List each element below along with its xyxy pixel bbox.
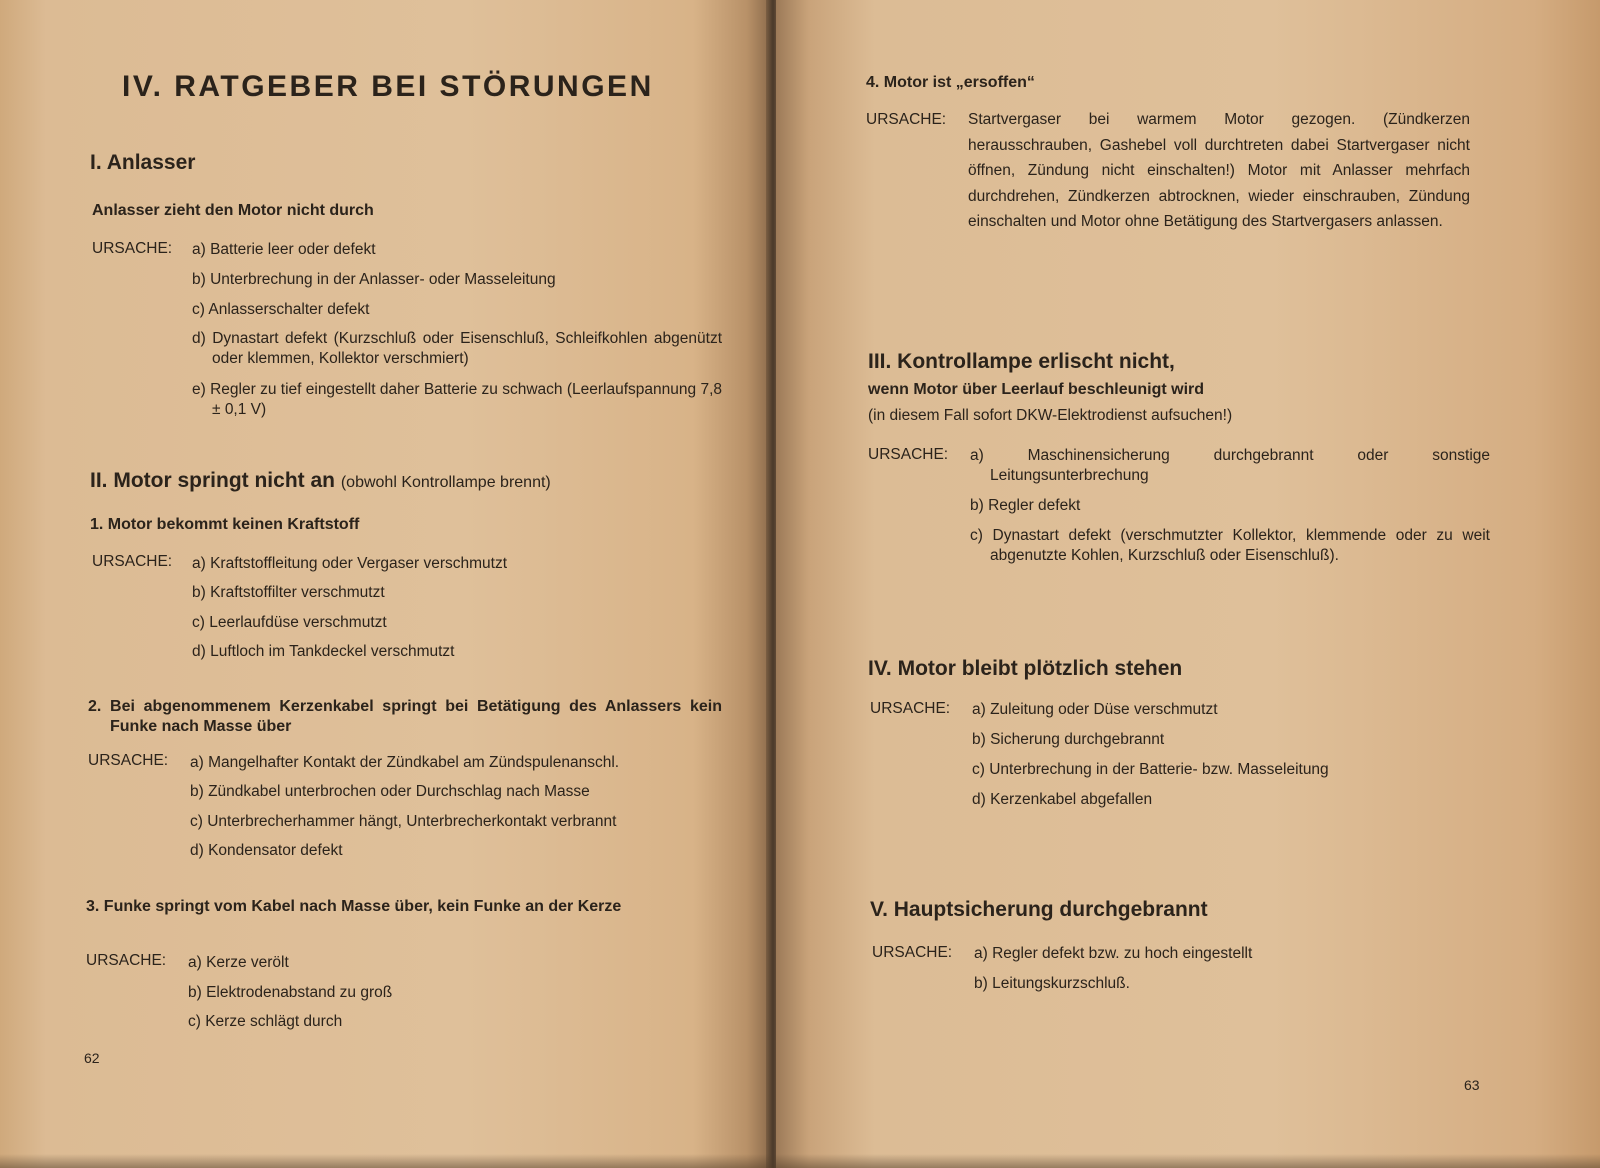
- cause-item: c) Leerlaufdüse verschmutzt: [192, 614, 387, 631]
- cause-label: URSACHE:: [86, 952, 167, 969]
- cause-item: b) Regler defekt: [970, 497, 1081, 514]
- cause-item: a) Kraftstoffleitung oder Vergaser verschmutzt: [192, 555, 508, 572]
- cause-item: a) Mangelhafter Kontakt der Zündkabel am Zündspulenanschl.: [190, 754, 620, 771]
- cause-item: b) Elektrodenabstand zu groß: [188, 984, 393, 1001]
- cause-item: c) Dynastart defekt (verschmutzter Kollektor, klemmende oder zu weit abgenutzte Kohlen, Kurzschluß oder Eisenschluß).: [970, 527, 1490, 564]
- cause-item: a) Maschinensicherung durchgebrannt oder sonstige Leitungsunterbrechung: [970, 447, 1490, 484]
- cause-label: URSACHE:: [870, 700, 951, 717]
- book-bottom-edge: [0, 1154, 1600, 1168]
- subsection-heading: wenn Motor über Leerlauf beschleunigt wird: [868, 381, 1205, 398]
- cause-item: b) Leitungskurzschluß.: [974, 975, 1130, 992]
- subsection-heading: Anlasser zieht den Motor nicht durch: [92, 202, 374, 219]
- cause-item: b) Kraftstoffilter verschmutzt: [192, 584, 385, 601]
- section-heading-kontrollampe: III. Kontrollampe erlischt nicht,: [868, 350, 1175, 373]
- right-page: [776, 0, 1600, 1168]
- cause-label: URSACHE:: [866, 111, 947, 128]
- cause-item: d) Dynastart defekt (Kurzschluß oder Eisenschluß, Schleifkohlen abgenützt oder klemmen, Kollektor verschmiert): [192, 330, 722, 367]
- cause-label: URSACHE:: [872, 944, 953, 961]
- cause-item: a) Kerze verölt: [188, 954, 289, 971]
- section-heading-note: (obwohl Kontrollampe brennt): [340, 474, 551, 491]
- cause-item: a) Regler defekt bzw. zu hoch eingestellt: [974, 945, 1253, 962]
- subsection-heading: 3. Funke springt vom Kabel nach Masse über, kein Funke an der Kerze: [86, 898, 622, 915]
- cause-item: c) Unterbrecherhammer hängt, Unterbrecherkontakt verbrannt: [190, 813, 617, 830]
- subsection-heading: 4. Motor ist „ersoffen“: [866, 74, 1035, 91]
- section-heading-anlasser: I. Anlasser: [90, 151, 196, 174]
- cause-label: URSACHE:: [92, 240, 173, 257]
- cause-label: URSACHE:: [92, 553, 173, 570]
- cause-item: d) Luftloch im Tankdeckel verschmutzt: [192, 643, 455, 660]
- cause-item: a) Zuleitung oder Düse verschmutzt: [972, 701, 1218, 718]
- cause-item: c) Kerze schlägt durch: [188, 1013, 343, 1030]
- cause-item: b) Sicherung durchgebrannt: [972, 731, 1165, 748]
- page-number: 62: [84, 1050, 100, 1066]
- subsection-heading: 2. Bei abgenommenem Kerzenkabel springt bei Betätigung des Anlassers kein Funke nach Masse über: [88, 698, 722, 735]
- cause-item: c) Anlasserschalter defekt: [192, 301, 370, 318]
- cause-label: URSACHE:: [88, 752, 169, 769]
- cause-item: b) Zündkabel unterbrochen oder Durchschlag nach Masse: [190, 783, 590, 800]
- cause-item: d) Kerzenkabel abgefallen: [972, 791, 1153, 808]
- cause-item: b) Unterbrechung in der Anlasser- oder Masseleitung: [192, 271, 556, 288]
- page-number: 63: [1464, 1077, 1480, 1093]
- page-title: IV. RATGEBER BEI STÖRUNGEN: [122, 70, 654, 103]
- cause-item: a) Batterie leer oder defekt: [192, 241, 376, 258]
- section-heading-motor-bleibt-stehen: IV. Motor bleibt plötzlich stehen: [868, 657, 1183, 680]
- left-page: [0, 0, 770, 1168]
- subsection-heading: 1. Motor bekommt keinen Kraftstoff: [90, 516, 360, 533]
- section-heading-motor-springt-nicht-an: [90, 469, 551, 493]
- cause-item: d) Kondensator defekt: [190, 842, 343, 859]
- section-heading-hauptsicherung: V. Hauptsicherung durchgebrannt: [870, 898, 1208, 921]
- cause-label: URSACHE:: [868, 446, 949, 463]
- cause-text: Startvergaser bei warmem Motor gezogen. (Zündkerzen herausschrauben, Gashebel voll durchtreten dabei Startvergaser nicht öffnen, Zündung nicht einschalten!) Motor mit Anlasser mehrfach durchdrehen, Zündkerzen abtrocknen, wieder einschrauben, Zündung einschalten und Motor ohne Betätigung des Startvergasers anlassen.: [968, 111, 1470, 230]
- cause-item: e) Regler zu tief eingestellt daher Batterie zu schwach (Leerlaufspannung 7,8 ± 0,1 V): [192, 381, 722, 418]
- section-note: (in diesem Fall sofort DKW-Elektrodienst aufsuchen!): [868, 407, 1233, 424]
- section-heading-text: II. Motor springt nicht an: [90, 469, 335, 492]
- cause-item: c) Unterbrechung in der Batterie- bzw. Masseleitung: [972, 761, 1329, 778]
